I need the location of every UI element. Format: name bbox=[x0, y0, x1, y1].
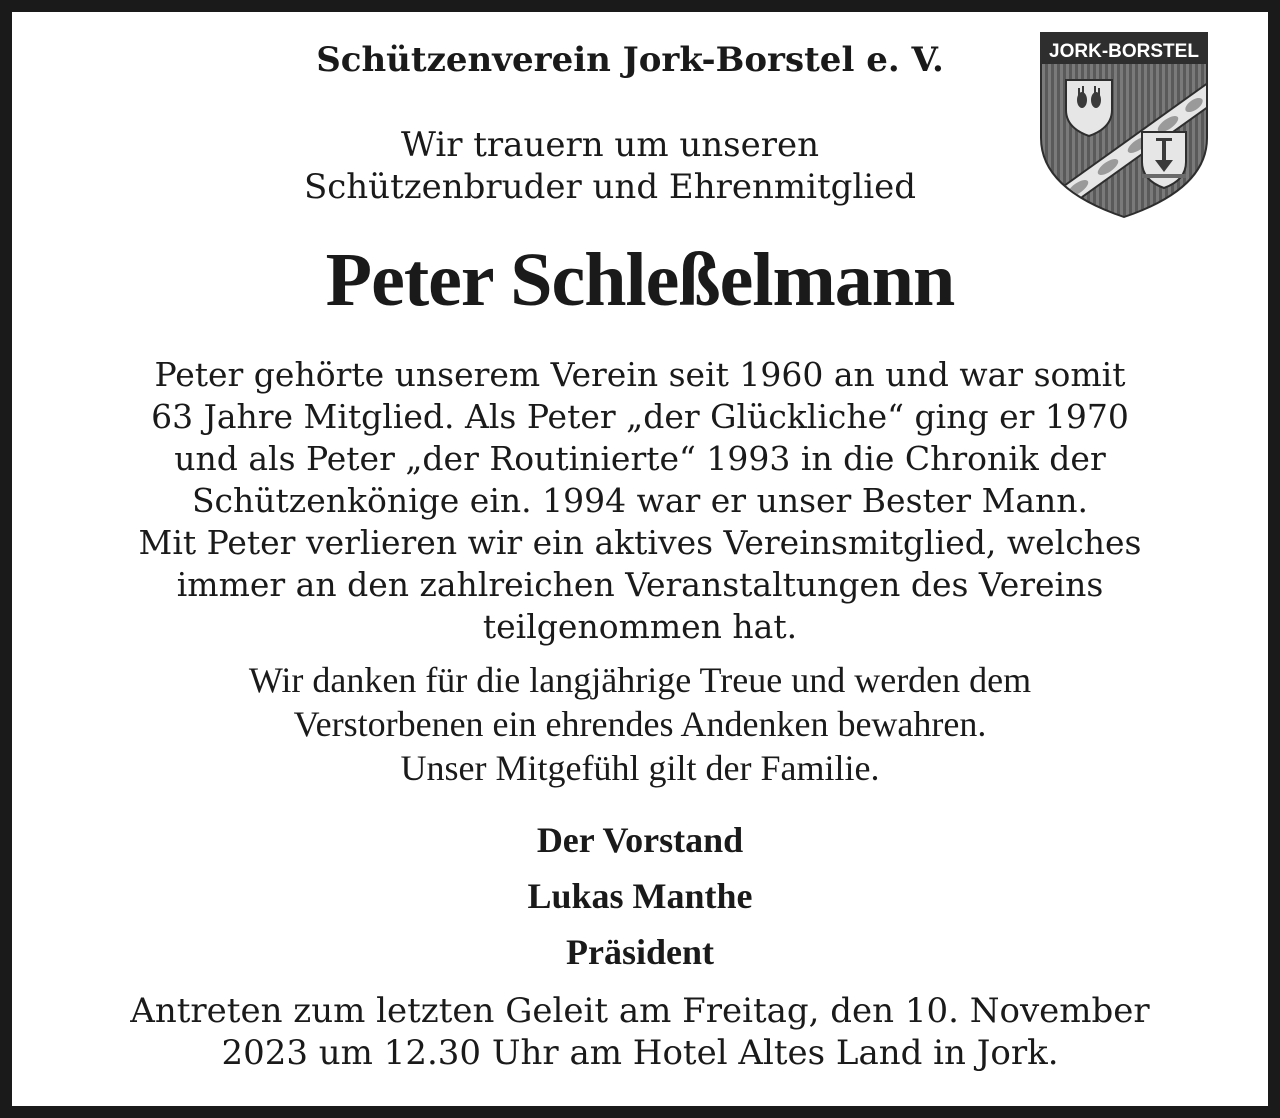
intro-line: Schützenbruder und Ehrenmitglied bbox=[303, 167, 917, 207]
signature-person: Lukas Manthe bbox=[527, 876, 753, 916]
funeral-line: Antreten zum letzten Geleit am Freitag, den 10. November bbox=[130, 991, 1150, 1031]
intro-text bbox=[200, 124, 1020, 208]
signature-block bbox=[300, 812, 980, 980]
biography-text bbox=[30, 354, 1250, 648]
thanks-line: Verstorbenen ein ehrendes Andenken bewahren. bbox=[293, 704, 987, 744]
biography-line: Mit Peter verlieren wir ein aktives Vereinsmitglied, welches bbox=[138, 523, 1142, 562]
biography-line: immer an den zahlreichen Veranstaltungen des Vereins bbox=[176, 565, 1104, 604]
biography-line: teilgenommen hat. bbox=[482, 607, 798, 646]
biography-line: Schützenkönige ein. 1994 war er unser Bester Mann. bbox=[191, 481, 1089, 520]
intro-line: Wir trauern um unseren bbox=[400, 125, 820, 165]
signature-group: Der Vorstand bbox=[536, 820, 744, 860]
thanks-text bbox=[40, 658, 1240, 790]
crest-label: JORK-BORSTEL bbox=[1049, 41, 1199, 62]
signature-role: Präsident bbox=[566, 932, 714, 972]
deceased-name: Peter Schleßelmann bbox=[325, 238, 955, 322]
funeral-line: 2023 um 12.30 Uhr am Hotel Altes Land in Jork. bbox=[221, 1033, 1059, 1073]
biography-line: und als Peter „der Routinierte“ 1993 in die Chronik der bbox=[174, 439, 1106, 478]
thanks-line: Unser Mitgefühl gilt der Familie. bbox=[400, 748, 880, 788]
shield-crest-icon bbox=[1036, 28, 1212, 220]
biography-line: 63 Jahre Mitglied. Als Peter „der Glückliche“ ging er 1970 bbox=[151, 397, 1129, 436]
thanks-line: Wir danken für die langjährige Treue und werden dem bbox=[248, 660, 1032, 700]
biography-line: Peter gehörte unserem Verein seit 1960 an und war somit bbox=[154, 355, 1126, 394]
organization-name: Schützenverein Jork-Borstel e. V. bbox=[316, 40, 944, 80]
funeral-info bbox=[30, 990, 1250, 1074]
